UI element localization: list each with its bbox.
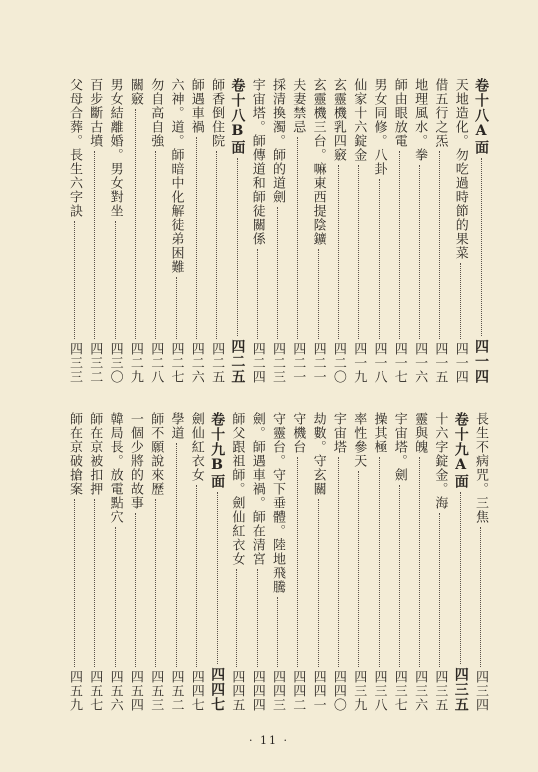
- toc-entry-title: 靈與魄: [412, 412, 428, 454]
- toc-entry-page: 四五六: [107, 670, 123, 712]
- toc-entry: [271, 78, 284, 384]
- toc-entry: [109, 412, 122, 712]
- toc-entry-page: 四三五: [452, 667, 469, 712]
- toc-entry: [251, 78, 264, 384]
- toc-entry: [413, 412, 426, 712]
- toc-entry: [433, 412, 446, 712]
- toc-entry: [109, 78, 122, 384]
- dot-leader: [115, 221, 116, 339]
- toc-entry-page: 四四〇: [330, 670, 346, 712]
- toc-entry: [352, 412, 365, 712]
- toc-entry-page: 四三六: [412, 670, 428, 712]
- toc-entry: [149, 78, 162, 384]
- toc-entry-page: 四二〇: [330, 342, 346, 384]
- dot-leader: [297, 457, 298, 667]
- toc-entry-page: 四三九: [351, 670, 367, 712]
- dot-leader: [196, 485, 197, 667]
- toc-entry: [210, 78, 223, 384]
- toc-entry-title: 操其極: [371, 412, 387, 454]
- toc-entry: [170, 412, 183, 712]
- toc-entry-page: 四四七: [188, 670, 204, 712]
- toc-entry: [88, 412, 101, 712]
- dot-leader: [277, 597, 278, 667]
- toc-entry-title: 師由眼放電: [391, 78, 407, 148]
- dot-leader: [217, 492, 218, 664]
- dot-leader: [460, 263, 461, 339]
- toc-entry-title: 宇宙塔: [330, 412, 346, 454]
- toc-entry-title: 地理風水。拳: [412, 78, 428, 162]
- toc-entry-title: 勿自高自強: [148, 78, 164, 148]
- toc-entry: [474, 412, 487, 712]
- toc-entry-title: 宇宙塔。師傳道和師徒關係: [249, 78, 265, 246]
- dot-leader: [358, 165, 359, 339]
- dot-leader: [419, 165, 420, 339]
- toc-entry-page: 四一八: [371, 342, 387, 384]
- toc-entry-page: 四五七: [87, 670, 103, 712]
- toc-entry: [170, 78, 183, 384]
- toc-entry-title: 劍。師遇車禍。師在清宮: [249, 412, 265, 566]
- dot-leader: [481, 158, 482, 336]
- dot-leader: [257, 569, 258, 667]
- toc-entry-page: 四四七: [209, 667, 226, 712]
- toc-entry: [454, 78, 467, 384]
- toc-section-heading: [454, 412, 468, 712]
- dot-leader: [277, 207, 278, 339]
- dot-leader: [216, 151, 217, 339]
- toc-entry-page: 四二七: [168, 342, 184, 384]
- toc-entry-title: 守機台: [290, 412, 306, 454]
- toc-entry-title: 長生不病咒。三焦: [473, 412, 488, 524]
- toc-entry: [393, 412, 406, 712]
- toc-entry-page: 四三八: [371, 670, 387, 712]
- dot-leader: [318, 499, 319, 667]
- toc-entry-title: 宇宙塔。劍: [391, 412, 407, 482]
- dot-leader: [338, 457, 339, 667]
- toc-entry-title: 六神。道。師暗中化解徒弟困難: [168, 78, 184, 274]
- toc-entry-title: 師香倒住院: [209, 78, 225, 148]
- toc-entry: [373, 78, 386, 384]
- toc-entry-page: 四四二: [290, 670, 306, 712]
- toc-entry-title: 玄靈機三台。嘛東西提陰鑛: [310, 78, 326, 246]
- toc-entry-page: 四一四: [473, 339, 489, 384]
- toc-entry-page: 四四五: [229, 670, 245, 712]
- toc-entry: [129, 78, 142, 384]
- toc-section-heading: [474, 78, 488, 384]
- toc-entry: [373, 412, 386, 712]
- toc-entry: [129, 412, 142, 712]
- toc-entry: [312, 412, 325, 712]
- toc-entry: [230, 412, 243, 712]
- toc-entry-title: 夫妻禁忌: [290, 78, 306, 134]
- toc-entry-title: 師在京破搶案: [67, 412, 82, 496]
- dot-leader: [379, 457, 380, 667]
- toc-entry-page: 四三四: [473, 670, 488, 712]
- toc-entry-page: 四五九: [67, 670, 82, 712]
- toc-entry: [413, 78, 426, 384]
- toc-entry-page: 四一六: [412, 342, 428, 384]
- toc-entry-page: 四一七: [391, 342, 407, 384]
- toc-entry: [88, 78, 101, 384]
- dot-leader: [155, 499, 156, 667]
- toc-entry-page: 四二四: [249, 342, 265, 384]
- toc-entry-title: 劍仙紅衣女: [188, 412, 204, 482]
- toc-entry-title: 師父跟祖師。劍仙紅衣女: [229, 412, 245, 566]
- dot-leader: [460, 492, 461, 664]
- toc-entry: [291, 78, 304, 384]
- toc-entry-page: 四二三: [270, 342, 285, 384]
- toc-entry-title: 率性參天: [351, 412, 367, 468]
- toc-entry-page: 四三二: [87, 342, 103, 384]
- page-number: · 11 ·: [249, 734, 289, 747]
- toc-entry: [149, 412, 162, 712]
- toc-entry-title: 師在京被扣押: [87, 412, 103, 496]
- toc-entry-page: 四三七: [391, 670, 407, 712]
- toc-entry-page: 四二八: [148, 342, 164, 384]
- dot-leader: [115, 527, 116, 667]
- toc-entry-title: 師遇車禍: [188, 78, 204, 134]
- toc-entry-page: 四二一: [290, 342, 306, 384]
- toc-entry-page: 四二一: [310, 342, 326, 384]
- toc-entry-title: 守靈台。守下垂體。陸地飛騰: [270, 412, 285, 594]
- toc-section-heading: [210, 412, 224, 712]
- dot-leader: [176, 443, 177, 667]
- toc-entry: [332, 78, 345, 384]
- toc-entry: [291, 412, 304, 712]
- dot-leader: [297, 137, 298, 339]
- toc-entry: [271, 412, 284, 712]
- dot-leader: [338, 165, 339, 339]
- toc-entry-title: 學道: [168, 412, 184, 440]
- dot-leader: [155, 151, 156, 339]
- toc-entry-title: 韓局長。放電點穴: [107, 412, 123, 524]
- toc-entry-title: 卷十八A面: [473, 78, 489, 155]
- toc-entry: [312, 78, 325, 384]
- toc-entry-title: 借五行之炁: [432, 78, 448, 148]
- toc-entry-title: 男女同修。八卦: [371, 78, 387, 176]
- dot-leader: [480, 527, 481, 667]
- toc-entry-page: 四一九: [351, 342, 367, 384]
- toc-entry-title: 百步斷古墳: [87, 78, 103, 148]
- toc-section-heading: [230, 78, 244, 384]
- dot-leader: [399, 485, 400, 667]
- toc-entry-title: 關竅: [127, 78, 143, 106]
- toc-entry: [332, 412, 345, 712]
- toc-entry: [393, 78, 406, 384]
- toc-entry: [68, 78, 81, 384]
- toc-entry-title: 師不願說來歷: [148, 412, 164, 496]
- dot-leader: [196, 137, 197, 339]
- dot-leader: [419, 457, 420, 667]
- toc-entry-page: 四四三: [270, 670, 285, 712]
- toc-entry-title: 父母合葬。長生六字訣: [67, 78, 82, 218]
- toc-entry-page: 四三三: [67, 342, 82, 384]
- dot-leader: [236, 569, 237, 667]
- toc-entry-page: 四三五: [432, 670, 448, 712]
- toc-entry-page: 四二九: [127, 342, 143, 384]
- toc-entry-page: 四二六: [188, 342, 204, 384]
- toc-entry-page: 四五三: [148, 670, 164, 712]
- toc-entry-title: 仙家十六錠金: [351, 78, 367, 162]
- toc-entry-title: 卷十九A面: [452, 412, 469, 489]
- dot-leader: [135, 109, 136, 339]
- toc-entry-page: 四五二: [168, 670, 184, 712]
- toc-entry: [352, 78, 365, 384]
- toc-entry-title: 十六字錠金。海: [432, 412, 448, 510]
- dot-leader: [94, 499, 95, 667]
- dot-leader: [135, 513, 136, 667]
- dot-leader: [74, 221, 75, 339]
- toc-entry-title: 劫數。守玄關: [310, 412, 326, 496]
- dot-leader: [176, 277, 177, 339]
- toc-entry-title: 玄靈機乳四竅: [330, 78, 346, 162]
- toc-entry-title: 天地造化。勿吃過時節的果菜: [452, 78, 468, 260]
- toc-entry-title: 卷十九B面: [209, 412, 226, 489]
- toc-entry-page: 四一五: [432, 342, 448, 384]
- dot-leader: [237, 158, 238, 336]
- toc-entry-title: 一個少將的故事: [127, 412, 143, 510]
- dot-leader: [399, 151, 400, 339]
- dot-leader: [74, 499, 75, 667]
- toc-entry-page: 四五四: [127, 670, 143, 712]
- toc-entry-page: 四四一: [310, 670, 326, 712]
- toc-entry: [190, 412, 203, 712]
- toc-entry-page: 四三〇: [107, 342, 123, 384]
- dot-leader: [94, 151, 95, 339]
- toc-entry-page: 四一四: [452, 342, 468, 384]
- dot-leader: [358, 471, 359, 667]
- dot-leader: [439, 513, 440, 667]
- toc-entry-page: 四四四: [249, 670, 265, 712]
- dot-leader: [318, 249, 319, 339]
- toc-entry-page: 四二五: [209, 342, 225, 384]
- toc-entry: [251, 412, 264, 712]
- dot-leader: [439, 151, 440, 339]
- dot-leader: [257, 249, 258, 339]
- dot-leader: [379, 179, 380, 339]
- toc-entry-title: 男女結離婚。男女對坐: [107, 78, 123, 218]
- toc-entry-page: 四二五: [229, 339, 246, 384]
- toc-entry-title: 卷十八B面: [229, 78, 246, 155]
- toc-entry: [68, 412, 81, 712]
- toc-entry-title: 採清換濁。師的道劍: [270, 78, 285, 204]
- toc-entry: [433, 78, 446, 384]
- toc-entry: [190, 78, 203, 384]
